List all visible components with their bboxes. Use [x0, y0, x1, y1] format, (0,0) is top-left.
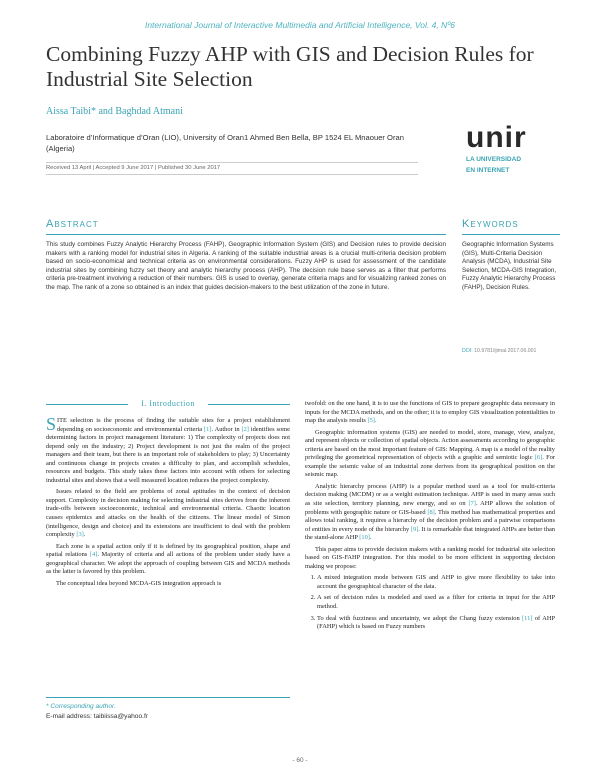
right-paragraph-4: This paper aims to provide decision makers with a ranking model for industrial site selection based on GIS-FAHP integration. For this model to be more efficient in supporting decision making we propose:: [305, 545, 555, 570]
left-column: [46, 414, 291, 591]
text: . Author in: [211, 425, 242, 433]
text: twofold: on the one hand, it is to use the functions of GIS to prepare geographic data necessary in inputs for the MCDA methods, and on the other; it is to employ GIS visualization potentialities to map the analysis results: [305, 400, 555, 425]
contribution-list: [305, 574, 555, 631]
intro-paragraph-4: The conceptual idea beyond MCDA-GIS integration approach is: [56, 579, 222, 587]
doi-label: DOI:: [462, 348, 473, 354]
abstract-heading: Abstract: [46, 218, 99, 230]
intro-heading: I. Introduction: [141, 399, 195, 408]
corresponding-title: * Corresponding author.: [46, 703, 116, 710]
citation[interactable]: [11]: [522, 614, 533, 622]
text: ITE selection is the process of finding the suitable sites for a project establishment depending on socioeconomic and environmental criteria: [57, 417, 290, 433]
keywords-heading: Keywords: [462, 218, 519, 230]
text: of AHP (FAHP) which is based on Fuzzy numbers: [317, 614, 555, 631]
intro-paragraph-2: [46, 488, 290, 539]
right-paragraph-2: [305, 429, 555, 480]
publication-dates: Received 13 April | Accepted 9 June 2017 | Published 30 June 2017: [46, 162, 418, 175]
list-item: 1. A mixed integration mode between GIS and AHP to give more flexibility to take into account the geographical character of the data.: [317, 574, 555, 591]
text: Analytic hierarchy process (AHP) is a popular method used as a tool for multi-criteria decision making (MCDM) or as a weight estimation technique. AHP is used in many areas such as site selection, territory planning, new energy, and so on: [305, 482, 555, 508]
citation[interactable]: [5]: [367, 417, 375, 425]
right-paragraph-3: [305, 483, 555, 543]
list-item: [317, 615, 555, 632]
corresponding-author-box: [46, 697, 290, 720]
doi-value: 10.9781/ijimai.2017.06.001: [474, 348, 537, 354]
text: . For example the seismic value of an industrial zone derives from its geographical position on the seismic map.: [305, 454, 556, 479]
page-number: - 60 -: [292, 757, 308, 764]
list-item: 2. A set of decision rules is modeled and used as a filter for criteria in input for the AHP method.: [317, 594, 555, 611]
keywords-rule: [462, 234, 560, 235]
citation[interactable]: [6]: [534, 454, 543, 462]
text: .: [83, 531, 86, 539]
logo-line1: LA UNIVERSIDAD: [466, 156, 522, 163]
doi: [462, 348, 536, 354]
text: . This method has mathematical properties and allows total ranking, it requires a hierarchy of the decision problem and a pairwise comparisons of entities in every node of the hierarchy: [305, 508, 555, 533]
text: Each zone is a spatial action only if it is defined by its geographical position, shape and spatial relations: [46, 542, 290, 559]
text: .: [369, 534, 372, 542]
text: . Majority of criteria and all actions of the problem under study have a geographical character. We adopt the approach of coupling between GIS and MCDA methods as the latter is favored by this problem.: [46, 551, 291, 576]
citation[interactable]: [3]: [76, 531, 84, 539]
intro-paragraph-3: [46, 543, 290, 577]
abstract-rule: [46, 234, 446, 235]
citation[interactable]: [1]: [203, 425, 212, 433]
citation[interactable]: [10]: [359, 534, 370, 542]
intro-paragraph-1: [46, 414, 290, 485]
text: . AHP allows the solution of problems with geographic nature or GIS-based: [305, 500, 555, 516]
right-paragraph-1: [305, 400, 555, 426]
affiliation: Laboratoire d’Informatique d’Oran (LIO), University of Oran1 Ahmed Ben Bella, BP 1524 EL Mnaouer Oran (Algeria): [46, 133, 404, 153]
paper-title: Combining Fuzzy AHP with GIS and Decision Rules for Industrial Site Selection: [46, 42, 534, 91]
citation[interactable]: [9]: [410, 525, 419, 533]
text: .: [374, 417, 377, 425]
text: To deal with fuzziness and uncertainty, we adopt the Chang fuzzy extension: [317, 614, 523, 622]
citation[interactable]: [4]: [89, 551, 98, 559]
text: Geographic information systems (GIS) are needed to model, store, manage, view, analyze, and represent objects or collection of spatial objects. Action assessments according to geographic criteria are based on the most important feature of GIS: Mapping. A map is a model of the reality privileging the geometrical representation of objects with a graphic and semiotic logic: [305, 428, 555, 462]
citation[interactable]: [8]: [427, 508, 435, 516]
intro-rule-right: [208, 404, 290, 405]
logo-word: unir: [466, 121, 527, 154]
keywords-text: Geographic Information Systems (GIS), Multi-Criteria Decision Analysis (MCDA), Industrial Site Selection, MCDA-GIS Integration, Fuzzy Analytic Hierarchy Process (FAHP), Decision Rules.: [462, 241, 557, 291]
drop-cap: S: [46, 414, 57, 434]
corresponding-email[interactable]: E-mail address: taibiissa@yahoo.fr: [46, 713, 148, 720]
citation[interactable]: [2]: [241, 425, 249, 433]
authors: Aissa Taibi* and Baghdad Atmani: [46, 106, 183, 117]
right-column: [305, 400, 555, 635]
text: . It is remarkable that integrated AHPs are better than the stand-alone AHP: [305, 525, 555, 542]
citation[interactable]: [7]: [468, 500, 476, 508]
text: Issues related to the field are problems of zonal aptitudes in the context of decision support. Complexity in decision making for selecting industrial sites derives from the inherent trade-offs between socioeconomic, technical and environmental criteria. Chaotic location causes epidemics and attacks on the health of the citizens. The linear model of Simon (intelligence, design and choice) and its extensions are insufficient to deal with the problem complexity: [46, 488, 290, 539]
unir-logo: [466, 123, 566, 175]
text: identifies some determining factors in project management literature: 1) The complexity of projects does not depend only on the industry; 2) Project development is not just the realm of the project managers and their team, but there is an important role of stakeholders to play; 3) Uncertainty and continuous change in projects creates a difficulty to plan, and accomplish schedules, resources and budgets. This study takes these factors into account with others for selecting industrial sites and shows that a well measured location reduces the project complexity.: [46, 425, 290, 484]
journal-header: International Journal of Interactive Multimedia and Artificial Intelligence, Vol. 4, Nº6: [144, 20, 456, 30]
logo-line2: EN INTERNET: [466, 167, 510, 174]
abstract-text: This study combines Fuzzy Analytic Hierarchy Process (FAHP), Geographic Information System (GIS) and Decision rules to provide decision makers with a ranking model for industrial sites in Algeria. A ranking of the suitable industrial areas is a crucial multi-criteria decision problem based on socio-economical and technical criteria as on environmental considerations. Fuzzy AHP is used for assessment of the candidate industrial sites by combining fuzzy set theory and analytic hierarchy process (AHP). The decision rule base serves as a filter that performs criteria pre-treatment involving a reduction of their numbers. GIS is used to overlay, generate criteria maps and for visualizing ranked zones on the map. The rank of a zone so obtained is an index that guides decision-makers to the best utilization of the zone in future.: [46, 241, 446, 291]
